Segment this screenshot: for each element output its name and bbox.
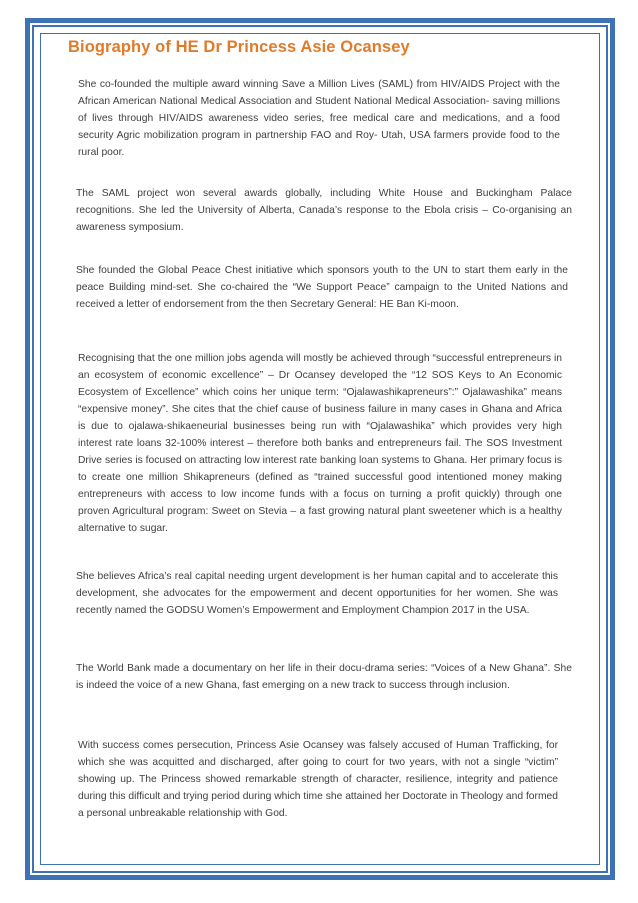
- paragraph-jobs-agenda: Recognising that the one million jobs agenda will mostly be achieved through “successful entrepreneurs in an ecosystem of economic excellence” – Dr Ocansey developed the “12 SOS Keys to An Economic Ecosystem of Excellence” which coins her unique term: “Ojalawashikapreneurs”:” Ojalawashika” means “expensive money”. She cites that the chief cause of business failure in many cases in Ghana and Africa is due to ojalawa-shikaeneurial businesses being run with “Ojalawashika” which provides very high interest rate loans 32-100% interest – therefore both banks and entrepreneurs fail. The SOS Investment Drive series is focused on attracting low interest rate banking loan systems to Ghana. Her primary focus is to create one million Shikapreneurs (defined as “trained successful good intentioned money making entrepreneurs with access to low income funds with a focus on turning a profit quickly) through one proven Agricultural program: Sweet on Stevia – a fast growing natural plant sweetener which is a healthy alternative to sugar.: [78, 353, 562, 534]
- paragraph-global-peace-chest: She founded the Global Peace Chest initiative which sponsors youth to the UN to start them early in the peace Building mind-set. She co-chaired the “We Support Peace” campaign to the United Nations and received a letter of endorsement from the then Secretary General: HE Ban Ki-moon.: [76, 265, 568, 310]
- paragraph-saml-founding: She co-founded the multiple award winning Save a Million Lives (SAML) from HIV/AIDS Project with the African American National Medical Association and Student National Medical Association- saving millions of lives through HIV/AIDS awareness video series, free medical care and medications, and a food security Agric mobilization program in partnership FAO and Roy- Utah, USA farmers provide food to the rural poor.: [78, 79, 560, 158]
- paragraph-saml-awards: The SAML project won several awards globally, including White House and Buckingham Palace recognitions. She led the University of Alberta, Canada’s response to the Ebola crisis – Co-organising an awareness symposium.: [76, 188, 572, 233]
- paragraph-persecution: With success comes persecution, Princess Asie Ocansey was falsely accused of Human Trafficking, for which she was acquitted and discharged, after going to court for two years, with not a single “victim” showing up. The Princess showed remarkable strength of character, resilience, integrity and patience during this difficult and trying period during which time she attained her Doctorate in Theology and formed a personal unbreakable relationship with God.: [78, 740, 558, 819]
- page-title: Biography of HE Dr Princess Asie Ocansey: [68, 38, 410, 56]
- paragraph-world-bank-documentary: The World Bank made a documentary on her life in their docu-drama series: “Voices of a New Ghana”. She is indeed the voice of a new Ghana, fast emerging on a new track to success through inclusion.: [76, 663, 572, 691]
- paragraph-human-capital: She believes Africa’s real capital needing urgent development is her human capital and to accelerate this development, she advocates for the empowerment and decent opportunities for her women. She was recently named the GODSU Women’s Empowerment and Employment Champion 2017 in the USA.: [76, 571, 558, 616]
